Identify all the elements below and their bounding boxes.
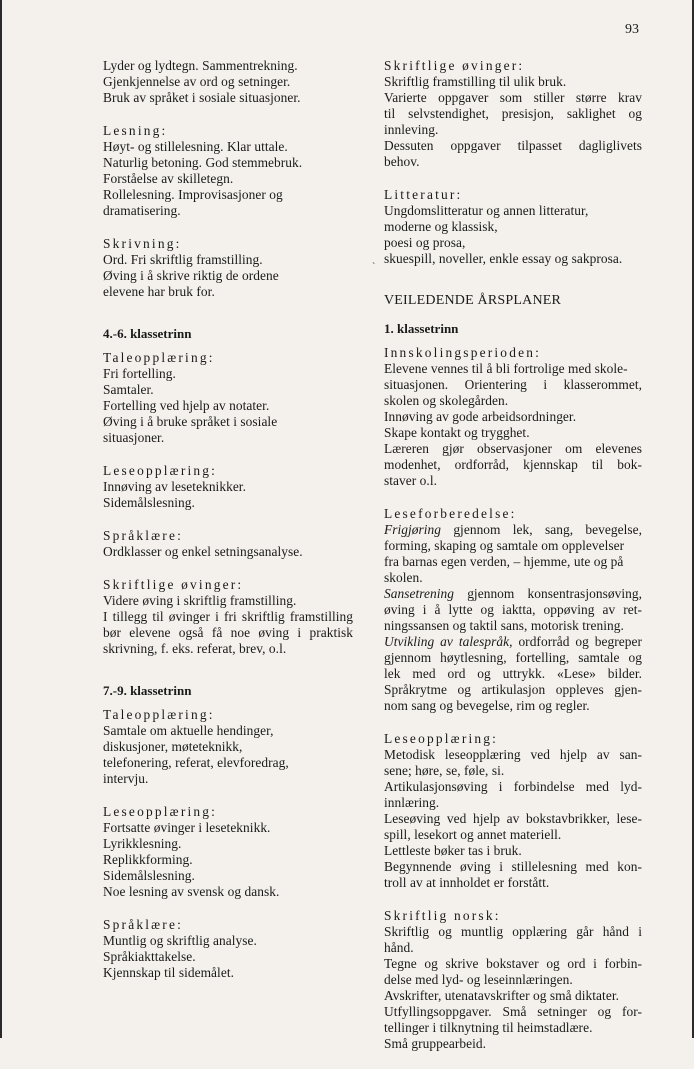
text-line: Varierte oppgaver som stiller større krav (384, 90, 642, 105)
text-line: Samtale om aktuelle hendinger, (103, 723, 274, 738)
text-line: lek med ord og uttrykk. «Lese» bilder. (384, 666, 642, 681)
page-number: 93 (625, 22, 639, 37)
skrivning-block (103, 236, 353, 300)
emphasis-text: Utvikling av talespråk, (384, 634, 513, 649)
text-line: Bruk av språket i sosiale situasjoner. (103, 90, 301, 105)
text-line: øving i å lytte og iaktta, oppøving av ret- (384, 602, 642, 617)
text-line: diskusjoner, møteteknikk, (103, 739, 243, 754)
section-heading: Litteratur: (384, 187, 463, 202)
text-line: Kjennskap til sidemålet. (103, 965, 234, 980)
text-line: dramatisering. (103, 203, 181, 218)
section-heading: Skriftlige øvinger: (384, 58, 525, 73)
text-line: Lyder og lydtegn. Sammentrekning. (103, 58, 298, 73)
text-line: Metodisk leseopplæring ved hjelp av san- (384, 747, 642, 762)
text-line: Replikkforming. (103, 852, 193, 867)
text-line: Sidemålslesning. (103, 868, 195, 883)
text-line: Lettleste bøker tas i bruk. (384, 843, 522, 858)
text-line: innleving. (384, 122, 439, 137)
text-line: Sidemålslesning. (103, 495, 195, 510)
text-line: Øving i å bruke språket i sosiale (103, 414, 278, 429)
section-heading: Taleopplæring: (103, 707, 215, 722)
text-line: Begynnende øving i stillelesning med kon- (384, 859, 642, 874)
leseopplaering-block (103, 463, 353, 511)
text-line: Læreren gjør observasjoner om elevenes (384, 441, 642, 456)
leseopplaering-block (103, 804, 353, 900)
text-line: Videre øving i skriftlig framstilling. (103, 593, 297, 608)
skriftlige-ovinger-block (384, 58, 642, 170)
section-heading: Leseopplæring: (103, 463, 218, 478)
grade-title-1: 1. klassetrinn (384, 321, 459, 336)
text-line: Ordklasser og enkel setningsanalyse. (103, 544, 303, 559)
section-heading: Skrivning: (103, 236, 182, 251)
spraklaere-block (103, 917, 353, 981)
emphasis-text: Sansetrening (384, 586, 455, 601)
text-run: gjennom lek, sang, bevegelse, (453, 522, 642, 537)
text-line: delse med lyd- og leseinnlæringen. (384, 972, 573, 987)
innskolingsperioden-block (384, 345, 642, 489)
section-heading: Leseopplæring: (384, 731, 499, 746)
text-line: spill, lesekort og annet materiell. (384, 827, 562, 842)
text-line: situasjonen. Orientering i klasserommet, (384, 377, 642, 392)
text-line: ningssansen og taktil sans, motorisk trening. (384, 618, 624, 633)
grade-title-4-6: 4.-6. klassetrinn (103, 326, 192, 341)
text-line: skrivning, f. eks. referat, brev, o.l. (103, 641, 287, 656)
section-heading: Lesning: (103, 123, 168, 138)
text-line: Skriftlig og muntlig opplæring går hånd i (384, 924, 642, 939)
text-line: Fortsatte øvinger i leseteknikk. (103, 820, 271, 835)
text-line: Små gruppearbeid. (384, 1036, 486, 1051)
skriftlig-norsk-block (384, 908, 642, 1052)
text-line: fra barnas egen verden, – hjemme, ute og på (384, 554, 624, 569)
text-line: Forståelse av skilletegn. (103, 171, 234, 186)
text-line: Skape kontakt og trygghet. (384, 425, 530, 440)
right-column (384, 58, 642, 1069)
section-heading: Skriftlig norsk: (384, 908, 501, 923)
text-line: situasjoner. (103, 430, 165, 445)
text-line: forming, skaping og samtale om opplevelser (384, 538, 625, 553)
leseopplaering-block (384, 731, 642, 891)
text-line (384, 522, 642, 538)
section-heading: Innskolingsperioden: (384, 345, 542, 360)
left-column (103, 58, 353, 998)
text-line: hånd. (384, 940, 414, 955)
text-line (384, 634, 642, 650)
litteratur-block (384, 187, 642, 267)
grade-title-7-9: 7.-9. klassetrinn (103, 683, 192, 698)
text-line: nom sang og bevegelse, rim og regler. (384, 698, 590, 713)
leseforberedelse-block (384, 506, 642, 714)
text-line: behov. (384, 154, 420, 169)
text-line: tellinger i tilknytning til heimstadlære. (384, 1020, 593, 1035)
section-heading: Taleopplæring: (103, 350, 215, 365)
taleopplaering-block (103, 350, 353, 446)
text-line: staver o.l. (384, 473, 437, 488)
text-line: modenhet, ordforråd, kjennskap til bok- (384, 457, 642, 472)
text-line: Innøving av gode arbeidsordninger. (384, 409, 577, 424)
scan-edge-left (0, 0, 2, 1038)
text-line: gjennom høytlesning, fortelling, samtale og (384, 650, 642, 665)
text-line: til selvstendighet, presisjon, saklighet og (384, 106, 642, 121)
text-line: Avskrifter, utenatavskrifter og små diktater. (384, 988, 619, 1003)
text-line: Naturlig betoning. God stemmebruk. (103, 155, 303, 170)
text-line: Dessuten oppgaver tilpasset dagliglivets (384, 138, 642, 153)
section-heading: Leseopplæring: (103, 804, 218, 819)
text-line: Lyrikklesning. (103, 836, 182, 851)
text-line: Noe lesning av svensk og dansk. (103, 884, 280, 899)
text-line: sene; høre, se, føle, si. (384, 763, 505, 778)
text-line: Gjenkjennelse av ord og setninger. (103, 74, 291, 89)
text-line: Artikulasjonsøving i forbindelse med lyd- (384, 779, 642, 794)
text-line: elevene har bruk for. (103, 284, 215, 299)
text-line: intervju. (103, 771, 149, 786)
section-heading: Leseforberedelse: (384, 506, 517, 521)
text-line: Samtaler. (103, 382, 154, 397)
text-line: Rollelesning. Improvisasjoner og (103, 187, 283, 202)
text-run: gjennom konsentrasjonsøving, (467, 586, 642, 601)
text-line: skuespill, noveller, enkle essay og sakprosa. (384, 251, 623, 266)
text-line: moderne og klassisk, (384, 219, 498, 234)
text-line: Språkrytme og artikulasjon oppleves gjen- (384, 682, 642, 697)
text-run: ordforråd og begreper (518, 634, 642, 649)
text-line: Utfyllingsoppgaver. Små setninger og for- (384, 1004, 642, 1019)
text-line: troll av at innholdet er forstått. (384, 875, 550, 890)
skriftlige-ovinger-block (103, 577, 353, 657)
text-line: Ungdomslitteratur og annen litteratur, (384, 203, 589, 218)
text-line: Skriftlig framstilling til ulik bruk. (384, 74, 567, 89)
spraklaere-block (103, 528, 353, 560)
text-line: Tegne og skrive bokstaver og ord i forbin- (384, 956, 642, 971)
text-line: Innøving av leseteknikker. (103, 479, 246, 494)
margin-mark: ˴ (372, 257, 376, 268)
text-line: Ord. Fri skriftlig framstilling. (103, 252, 263, 267)
intro-block (103, 58, 353, 106)
text-line: skolen og skolegården. (384, 393, 509, 408)
text-line: Fortelling ved hjelp av notater. (103, 398, 270, 413)
text-line: Øving i å skrive riktig de ordene (103, 268, 279, 283)
text-line: skolen. (384, 570, 423, 585)
text-line (384, 586, 642, 602)
emphasis-text: Frigjøring (384, 522, 442, 537)
text-line: Leseøving ved hjelp av bokstavbrikker, lese- (384, 811, 642, 826)
taleopplaering-block (103, 707, 353, 787)
text-line: Fri fortelling. (103, 366, 176, 381)
text-line: bør elevene også få noe øving i praktisk (103, 625, 353, 640)
section-heading: Språklære: (103, 528, 184, 543)
text-line: innlæring. (384, 795, 440, 810)
lesning-block (103, 123, 353, 219)
text-line: I tillegg til øvinger i fri skriftlig framstilling (103, 609, 353, 624)
text-line: Elevene vennes til å bli fortrolige med skole- (384, 361, 628, 376)
section-heading: Skriftlige øvinger: (103, 577, 244, 592)
section-heading: Språklære: (103, 917, 184, 932)
text-line: Muntlig og skriftlig analyse. (103, 933, 257, 948)
text-line: Høyt- og stillelesning. Klar uttale. (103, 139, 288, 154)
text-line: telefonering, referat, elevforedrag, (103, 755, 289, 770)
text-line: Språkiakttakelse. (103, 949, 196, 964)
text-line: poesi og prosa, (384, 235, 466, 250)
section-title: VEILEDENDE ÅRSPLANER (384, 293, 562, 308)
